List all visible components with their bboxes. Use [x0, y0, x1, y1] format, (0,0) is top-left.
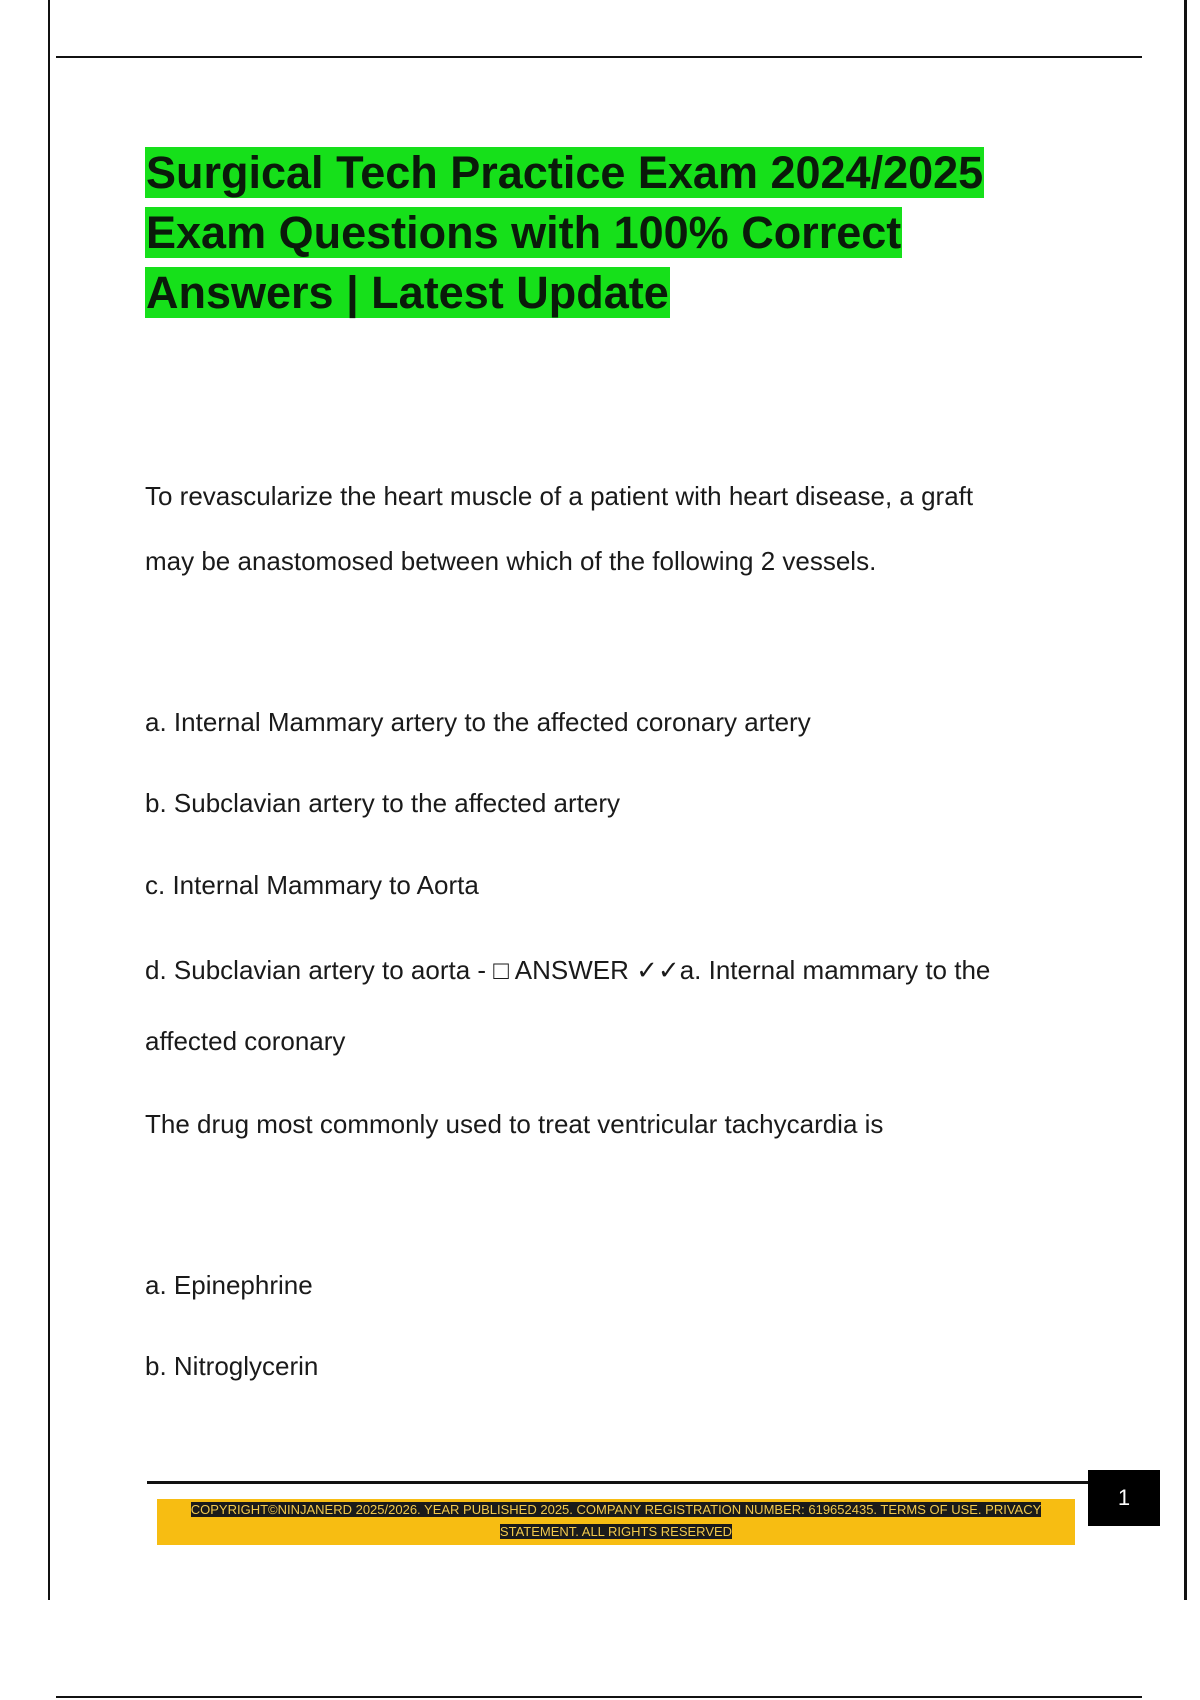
title-line-3: Answers | Latest Update: [146, 267, 669, 318]
question-2-stem: The drug most commonly used to treat ventricular tachycardia is: [145, 1109, 884, 1139]
page-border-left: [48, 0, 50, 1600]
question-1-option-a: a. Internal Mammary artery to the affected coronary artery: [145, 707, 811, 737]
question-1-stem-line-2: may be anastomosed between which of the following 2 vessels.: [145, 546, 877, 576]
copyright-line-2: STATEMENT. ALL RIGHTS RESERVED: [499, 1524, 733, 1539]
question-2-option-a: a. Epinephrine: [145, 1270, 313, 1300]
question-2-option-b: b. Nitroglycerin: [145, 1351, 319, 1381]
question-1-answer-continuation: affected coronary: [145, 1026, 346, 1056]
page-border-right: [1184, 0, 1187, 1600]
footer-rule: [147, 1481, 1093, 1484]
document-title: [145, 143, 1085, 323]
copyright-line-1: COPYRIGHT©NINJANERD 2025/2026. YEAR PUBLISHED 2025. COMPANY REGISTRATION NUMBER: 619652435. TERMS OF USE. PRIVACY: [190, 1502, 1042, 1517]
question-1-option-d-answer: d. Subclavian artery to aorta - □ ANSWER ✓✓a. Internal mammary to the: [145, 955, 991, 985]
question-1-stem-line-1: To revascularize the heart muscle of a patient with heart disease, a graft: [145, 481, 974, 511]
page-number: 1: [1088, 1470, 1160, 1526]
title-line-1: Surgical Tech Practice Exam 2024/2025: [146, 147, 984, 198]
next-page-rule: [56, 1696, 1142, 1698]
copyright-banner: [157, 1499, 1075, 1545]
question-1-option-c: c. Internal Mammary to Aorta: [145, 870, 479, 900]
title-line-2: Exam Questions with 100% Correct: [146, 207, 902, 258]
question-1-option-b: b. Subclavian artery to the affected artery: [145, 788, 621, 818]
header-rule: [56, 56, 1142, 58]
